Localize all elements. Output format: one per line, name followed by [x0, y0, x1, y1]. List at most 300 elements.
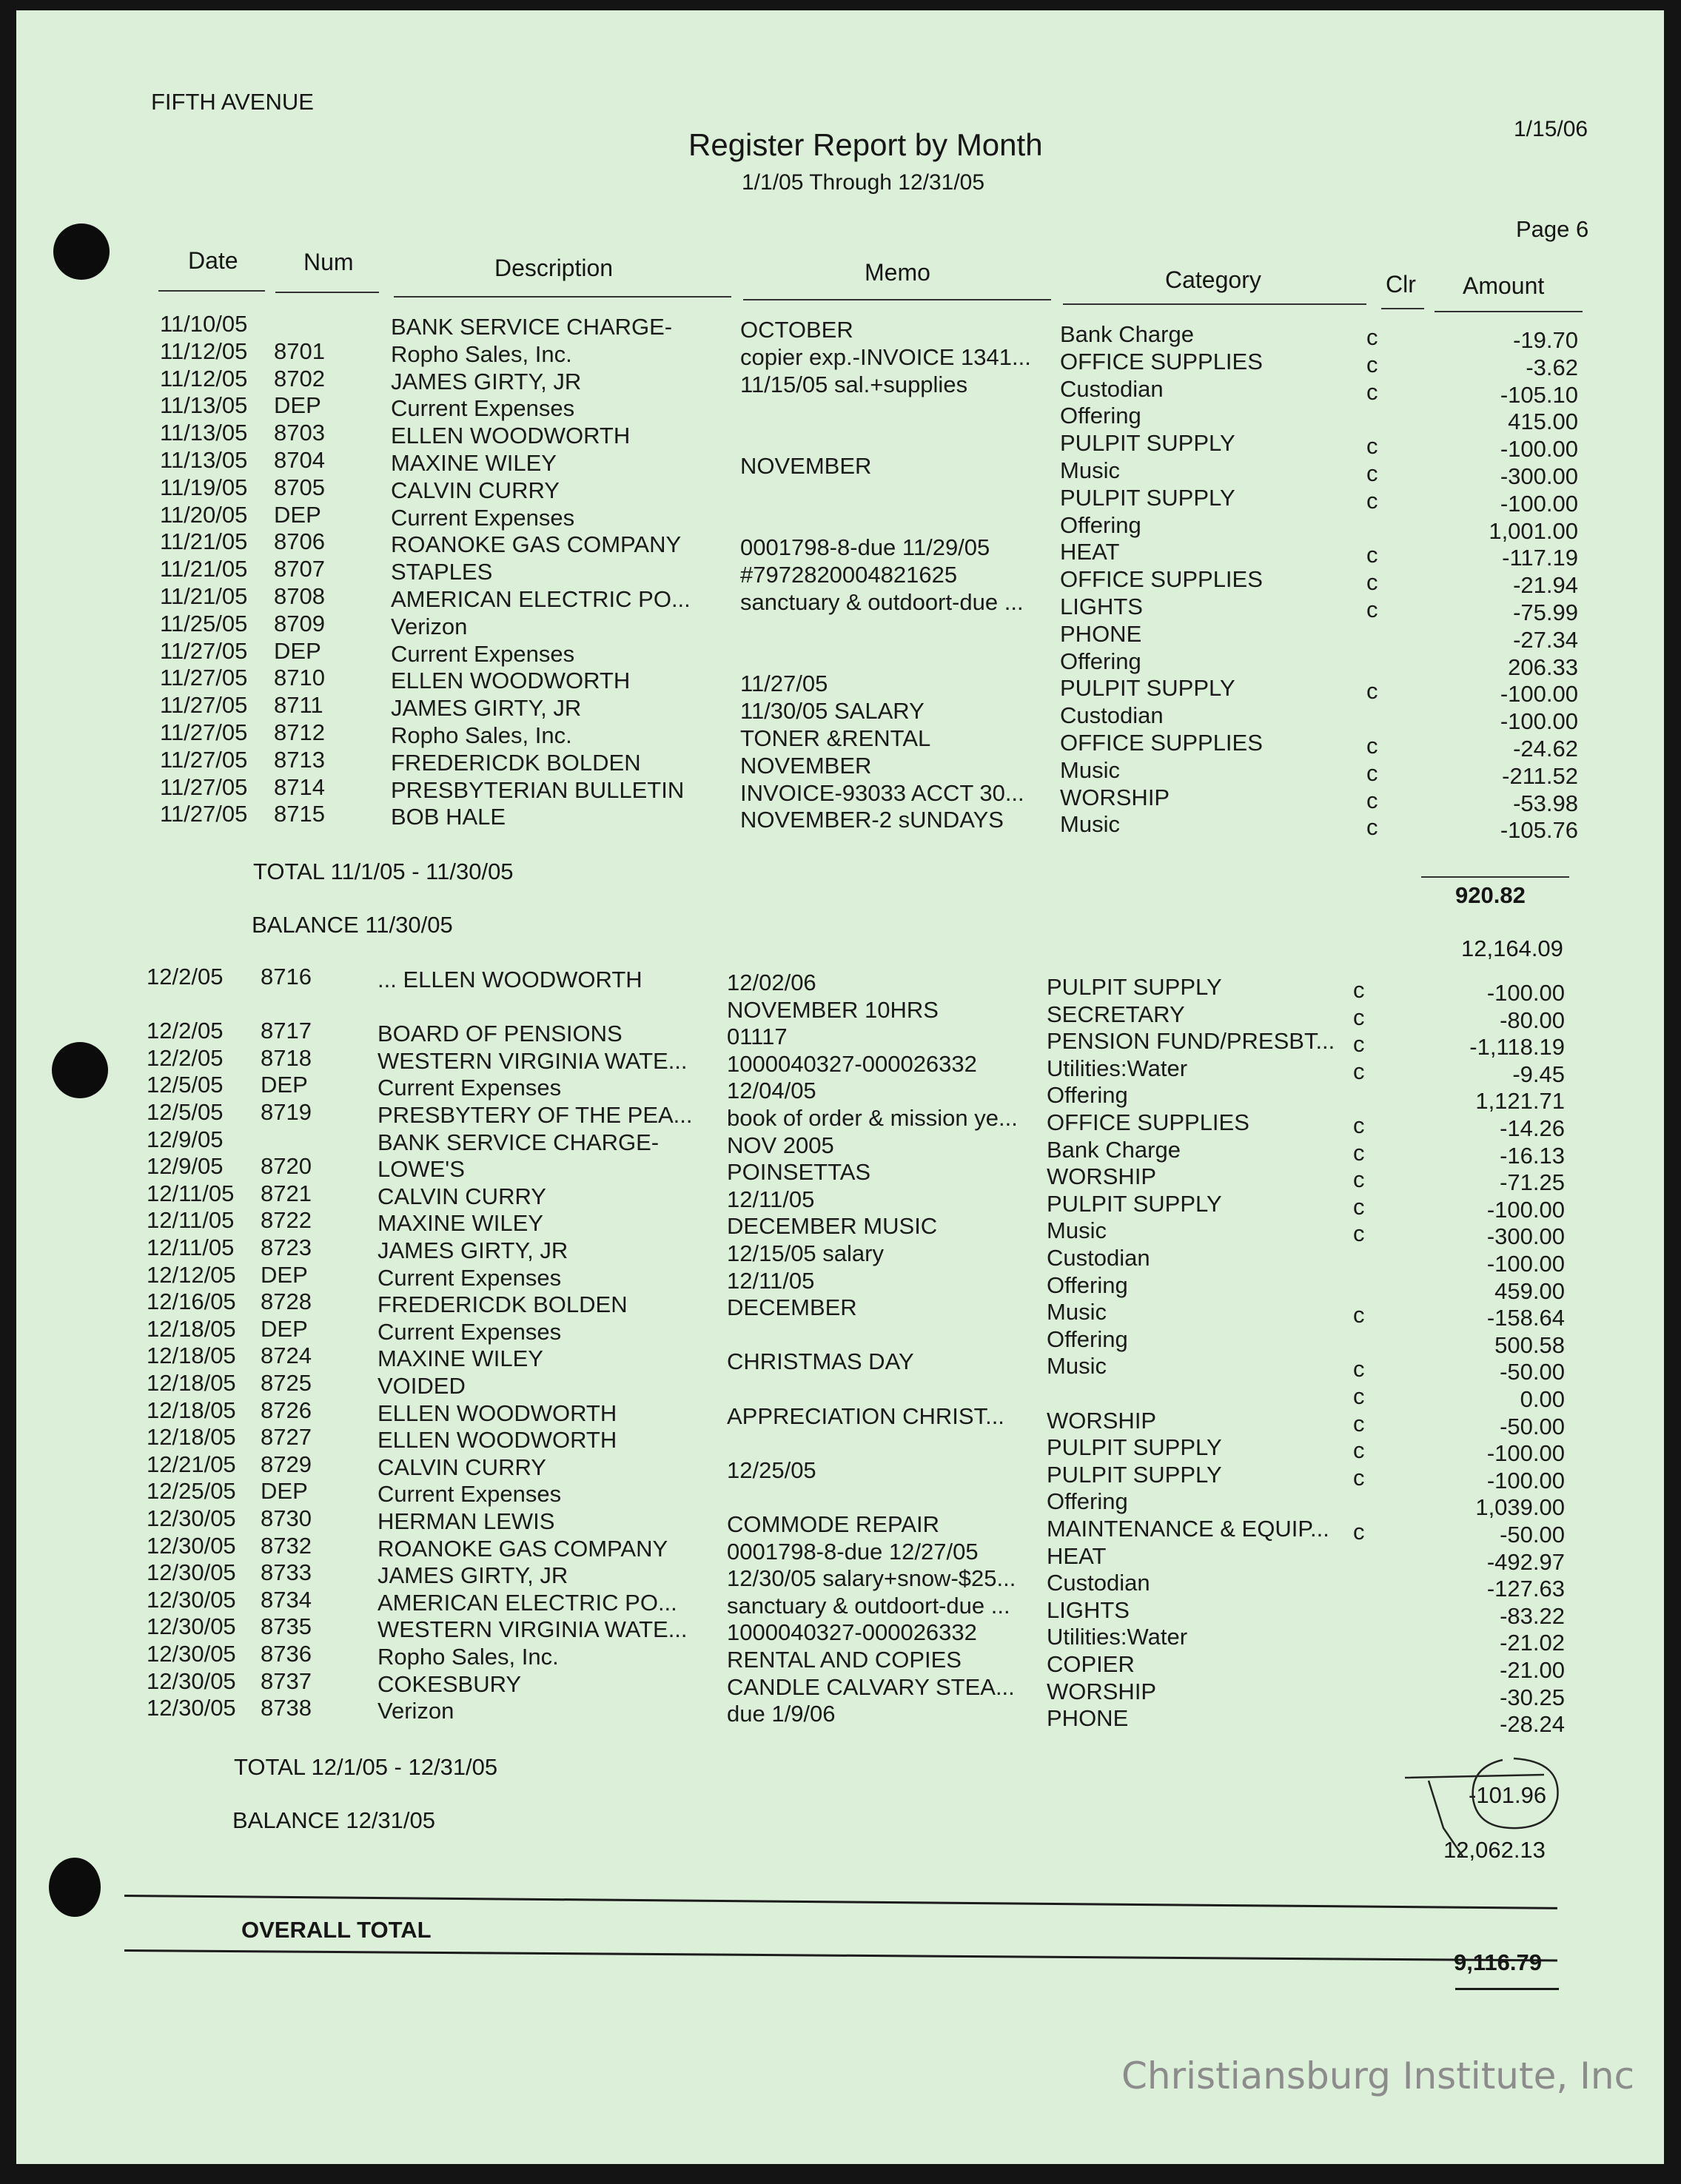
row-clr: c: [1353, 1031, 1365, 1058]
row-num: 8721: [261, 1180, 312, 1206]
row-num: 8725: [261, 1370, 312, 1396]
row-category: PHONE: [1047, 1705, 1129, 1732]
row-amount: -75.99: [1513, 599, 1578, 625]
row-memo: 12/02/06: [727, 970, 816, 995]
row-num: 8712: [274, 719, 325, 745]
row-amount: -71.25: [1500, 1169, 1565, 1196]
row-memo: 12/25/05: [727, 1456, 816, 1483]
row-amount: -127.63: [1486, 1576, 1565, 1602]
row-num: 8722: [261, 1207, 312, 1234]
row-memo: 0001798-8-due 11/29/05: [740, 534, 990, 561]
col-clr: Clr: [1386, 271, 1416, 298]
row-clr: c: [1366, 324, 1378, 350]
row-description: Current Expenses: [378, 1318, 562, 1345]
row-memo: CHRISTMAS DAY: [727, 1348, 914, 1375]
row-category: Offering: [1047, 1488, 1128, 1515]
row-num: DEP: [274, 637, 321, 664]
row-category: Custodian: [1060, 375, 1164, 402]
row-description: BOB HALE: [391, 804, 506, 830]
row-amount: -21.00: [1500, 1657, 1565, 1683]
col-date: Date: [188, 247, 238, 274]
row-date: 11/27/05: [160, 773, 248, 800]
row-date: 12/18/05: [147, 1343, 236, 1369]
row-amount: -50.00: [1500, 1522, 1565, 1548]
row-clr: c: [1353, 1464, 1365, 1491]
row-category: WORSHIP: [1047, 1407, 1157, 1434]
row-amount: -117.19: [1502, 545, 1578, 571]
row-description: STAPLES: [391, 559, 493, 585]
row-date: 12/25/05: [147, 1478, 236, 1505]
row-num: 8734: [261, 1586, 312, 1613]
row-amount: -19.70: [1513, 327, 1578, 353]
total-nov-amount: 920.82: [1455, 882, 1526, 908]
report-title: Register Report by Month: [688, 127, 1043, 162]
row-category: COPIER: [1047, 1651, 1135, 1677]
row-amount: -100.00: [1486, 1467, 1565, 1493]
row-memo: sanctuary & outdoort-due ...: [740, 589, 1024, 615]
row-memo: 12/15/05 salary: [727, 1240, 884, 1266]
row-num: DEP: [261, 1478, 308, 1505]
row-description: LOWE'S: [378, 1156, 465, 1183]
row-amount: -50.00: [1500, 1413, 1565, 1439]
row-memo: NOV 2005: [727, 1132, 834, 1158]
row-amount: 206.33: [1508, 653, 1578, 680]
row-memo: copier exp.-INVOICE 1341...: [740, 343, 1031, 370]
row-date: 12/30/05: [147, 1559, 236, 1586]
row-category: Offering: [1047, 1271, 1128, 1298]
row-description: Current Expenses: [378, 1264, 562, 1291]
row-description: Ropho Sales, Inc.: [391, 722, 572, 748]
row-category: Music: [1060, 756, 1120, 783]
row-description: HERMAN LEWIS: [378, 1508, 555, 1534]
row-date: 12/18/05: [147, 1315, 236, 1342]
row-memo: NOVEMBER-2 sUNDAYS: [740, 807, 1004, 833]
row-description: MAXINE WILEY: [391, 450, 557, 476]
row-date: 12/11/05: [147, 1180, 235, 1206]
overall-total-label: OVERALL TOTAL: [241, 1917, 432, 1943]
row-num: 8737: [261, 1667, 312, 1694]
row-memo: TONER &RENTAL: [740, 725, 931, 751]
row-description: COKESBURY: [378, 1670, 522, 1697]
row-num: DEP: [261, 1315, 308, 1342]
row-num: 8733: [261, 1559, 312, 1586]
row-num: 8717: [261, 1018, 312, 1044]
row-clr: c: [1366, 433, 1378, 460]
row-clr: c: [1353, 977, 1365, 1003]
row-description: CALVIN CURRY: [378, 1183, 546, 1209]
row-date: 12/5/05: [147, 1099, 224, 1125]
row-amount: -158.64: [1486, 1305, 1565, 1331]
row-memo: OCTOBER: [740, 317, 853, 343]
row-clr: c: [1366, 759, 1378, 786]
row-category: Custodian: [1060, 702, 1164, 729]
row-clr: c: [1366, 569, 1378, 596]
row-num: 8714: [274, 773, 325, 800]
row-num: 8702: [274, 365, 325, 392]
row-num: 8728: [261, 1288, 312, 1315]
row-amount: 1,121.71: [1475, 1088, 1565, 1115]
row-date: 12/30/05: [147, 1505, 236, 1531]
row-date: 12/30/05: [147, 1667, 236, 1694]
row-clr: c: [1353, 1058, 1365, 1084]
col-category: Category: [1165, 266, 1261, 293]
row-clr: c: [1366, 487, 1378, 514]
row-amount: 1,039.00: [1475, 1494, 1565, 1521]
row-description: WESTERN VIRGINIA WATE...: [378, 1047, 688, 1074]
row-date: 11/10/05: [160, 311, 248, 337]
row-num: DEP: [261, 1072, 308, 1098]
row-date: 11/13/05: [160, 420, 248, 446]
row-num: 8703: [274, 420, 325, 446]
row-memo: #7972820004821625: [740, 562, 958, 588]
row-amount: -21.02: [1500, 1630, 1565, 1656]
row-date: 12/18/05: [147, 1424, 236, 1451]
row-date: 12/18/05: [147, 1397, 236, 1423]
row-category: LIGHTS: [1047, 1596, 1130, 1623]
row-date: 11/27/05: [160, 665, 248, 691]
row-num: 8716: [261, 964, 312, 989]
row-amount: 415.00: [1508, 409, 1578, 435]
row-amount: 459.00: [1494, 1277, 1565, 1304]
row-description: JAMES GIRTY, JR: [391, 695, 582, 722]
row-category: OFFICE SUPPLIES: [1047, 1109, 1249, 1135]
row-category: PULPIT SUPPLY: [1060, 430, 1235, 457]
row-num: 8724: [261, 1343, 312, 1369]
row-clr: c: [1366, 351, 1378, 377]
total-nov-label: TOTAL 11/1/05 - 11/30/05: [253, 859, 514, 884]
row-description: Verizon: [378, 1698, 454, 1724]
row-memo: 0001798-8-due 12/27/05: [727, 1538, 979, 1565]
row-description: Ropho Sales, Inc.: [391, 340, 572, 367]
row-date: 11/25/05: [160, 610, 248, 636]
row-date: 12/2/05: [147, 1044, 224, 1071]
col-num: Num: [303, 249, 354, 275]
row-category: Offering: [1047, 1325, 1128, 1352]
row-date: 11/12/05: [160, 365, 248, 392]
row-category: SECRETARY: [1047, 1001, 1185, 1027]
hand-drawn-circle: [1473, 1758, 1558, 1828]
row-date: 12/9/05: [147, 1126, 224, 1152]
row-clr: c: [1353, 1166, 1365, 1193]
row-amount: -1,118.19: [1469, 1034, 1565, 1061]
row-category: OFFICE SUPPLIES: [1060, 566, 1263, 593]
row-amount: -105.10: [1500, 381, 1578, 408]
row-amount: -50.00: [1500, 1359, 1565, 1385]
row-description: ... ELLEN WOODWORTH: [378, 967, 642, 992]
row-amount: -211.52: [1502, 762, 1578, 789]
row-num: 8709: [274, 610, 325, 636]
col-description: Description: [494, 255, 614, 281]
total-dec-label: TOTAL 12/1/05 - 12/31/05: [234, 1754, 498, 1780]
row-date: 11/12/05: [160, 337, 248, 364]
row-clr: c: [1353, 1437, 1365, 1464]
date-range: 1/1/05 Through 12/31/05: [742, 170, 985, 195]
row-num: 8705: [274, 474, 325, 500]
row-clr: c: [1353, 1302, 1365, 1328]
row-amount: -100.00: [1500, 708, 1578, 735]
row-clr: c: [1366, 787, 1378, 813]
row-amount: -80.00: [1500, 1007, 1565, 1033]
row-category: WORSHIP: [1047, 1678, 1157, 1704]
row-memo: NOVEMBER: [740, 752, 872, 779]
row-category: HEAT: [1060, 539, 1120, 565]
row-memo: POINSETTAS: [727, 1159, 871, 1186]
row-category: PULPIT SUPPLY: [1060, 675, 1235, 702]
row-category: PENSION FUND/PRESBT...: [1047, 1028, 1335, 1055]
row-clr: c: [1353, 1383, 1365, 1409]
row-description: BOARD OF PENSIONS: [378, 1021, 623, 1047]
row-amount: -100.00: [1486, 1196, 1565, 1223]
row-category: Music: [1047, 1217, 1107, 1244]
row-date: 12/2/05: [147, 964, 224, 989]
row-category: Music: [1047, 1299, 1107, 1325]
row-description: ELLEN WOODWORTH: [378, 1427, 617, 1454]
overall-rule-double: [1455, 1988, 1559, 1990]
row-category: PULPIT SUPPLY: [1060, 484, 1235, 511]
overall-total-amount: 9,116.79: [1454, 1949, 1542, 1975]
row-memo: 12/11/05: [727, 1186, 815, 1212]
row-description: AMERICAN ELECTRIC PO...: [391, 586, 691, 612]
row-date: 12/30/05: [147, 1613, 236, 1640]
row-clr: c: [1366, 542, 1378, 568]
row-description: Current Expenses: [391, 504, 575, 531]
row-description: JAMES GIRTY, JR: [378, 1237, 568, 1263]
row-date: 12/12/05: [147, 1261, 236, 1288]
row-num: 8704: [274, 447, 325, 473]
row-description: JAMES GIRTY, JR: [391, 368, 582, 394]
page-number: Page 6: [1516, 216, 1589, 242]
row-num: DEP: [261, 1261, 308, 1288]
row-num: 8707: [274, 556, 325, 582]
row-description: JAMES GIRTY, JR: [378, 1562, 568, 1589]
org-name: FIFTH AVENUE: [151, 89, 314, 115]
row-date: 11/21/05: [160, 528, 248, 555]
row-category: Custodian: [1047, 1245, 1150, 1271]
row-date: 11/13/05: [160, 392, 248, 419]
row-memo: COMMODE REPAIR: [727, 1511, 940, 1537]
row-amount: 0.00: [1520, 1386, 1565, 1412]
balance-dec-amount: 12,062.13: [1443, 1837, 1546, 1863]
row-date: 12/18/05: [147, 1370, 236, 1396]
row-category: WORSHIP: [1060, 784, 1170, 810]
row-description: Current Expenses: [391, 395, 575, 422]
row-category: PULPIT SUPPLY: [1047, 974, 1222, 1000]
row-amount: -100.00: [1500, 490, 1578, 517]
row-description: ROANOKE GAS COMPANY: [391, 531, 682, 558]
row-memo: 12/30/05 salary+snow-$25...: [727, 1565, 1016, 1592]
row-category: OFFICE SUPPLIES: [1060, 730, 1263, 756]
row-date: 12/11/05: [147, 1207, 235, 1234]
row-clr: c: [1366, 597, 1378, 622]
hand-drawn-tick: [1405, 1775, 1547, 1856]
row-category: Offering: [1060, 511, 1141, 538]
row-amount: -53.98: [1513, 790, 1578, 816]
row-memo: 11/15/05 sal.+supplies: [740, 371, 968, 397]
row-clr: c: [1366, 814, 1378, 841]
row-date: 12/21/05: [147, 1451, 236, 1477]
row-clr: c: [1353, 1220, 1365, 1247]
row-num: 8723: [261, 1234, 312, 1260]
row-clr: c: [1353, 1004, 1365, 1030]
row-num: 8726: [261, 1397, 312, 1423]
row-category: HEAT: [1047, 1542, 1107, 1569]
row-memo: book of order & mission ye...: [727, 1105, 1018, 1131]
row-description: MAXINE WILEY: [378, 1345, 543, 1372]
row-date: 12/30/05: [147, 1586, 236, 1613]
row-memo: due 1/9/06: [727, 1701, 836, 1727]
row-date: 12/30/05: [147, 1641, 236, 1667]
row-memo: 01117: [727, 1024, 788, 1050]
row-amount: -100.00: [1500, 681, 1578, 708]
row-date: 11/27/05: [160, 637, 248, 664]
row-amount: -100.00: [1500, 436, 1578, 463]
row-num: 8730: [261, 1505, 312, 1531]
row-description: AMERICAN ELECTRIC PO...: [378, 1589, 677, 1616]
row-description: Current Expenses: [378, 1075, 562, 1101]
row-date: 11/19/05: [160, 474, 248, 500]
row-num: 8735: [261, 1613, 312, 1640]
row-memo: 1000040327-000026332: [727, 1619, 977, 1646]
row-category: MAINTENANCE & EQUIP...: [1047, 1516, 1329, 1542]
row-category: Offering: [1060, 403, 1141, 429]
row-clr: c: [1366, 460, 1378, 486]
row-description: ROANOKE GAS COMPANY: [378, 1535, 668, 1562]
row-amount: -300.00: [1486, 1223, 1565, 1250]
row-description: ELLEN WOODWORTH: [378, 1400, 617, 1426]
row-amount: -300.00: [1500, 463, 1578, 489]
row-category: Offering: [1047, 1082, 1128, 1109]
row-num: 8719: [261, 1099, 312, 1125]
row-amount: -24.62: [1513, 736, 1578, 762]
row-amount: -28.24: [1500, 1711, 1565, 1738]
row-category: PULPIT SUPPLY: [1047, 1190, 1222, 1217]
row-num: 8715: [274, 801, 325, 827]
col-memo: Memo: [865, 259, 930, 286]
row-date: 11/21/05: [160, 583, 248, 609]
row-category: OFFICE SUPPLIES: [1060, 348, 1263, 374]
row-amount: -105.76: [1500, 817, 1578, 844]
row-amount: -16.13: [1500, 1142, 1565, 1169]
row-memo: APPRECIATION CHRIST...: [727, 1402, 1004, 1429]
row-description: CALVIN CURRY: [378, 1454, 546, 1480]
row-category: Bank Charge: [1047, 1136, 1181, 1163]
row-amount: -100.00: [1486, 980, 1565, 1006]
balance-nov-label: BALANCE 11/30/05: [252, 912, 453, 938]
row-amount: -27.34: [1513, 626, 1578, 653]
balance-dec-label: BALANCE 12/31/05: [232, 1807, 436, 1833]
row-description: BANK SERVICE CHARGE-: [391, 314, 673, 340]
row-memo: DECEMBER MUSIC: [727, 1213, 938, 1240]
row-date: 11/27/05: [160, 692, 248, 719]
row-date: 11/27/05: [160, 801, 248, 827]
col-amount: Amount: [1463, 272, 1545, 299]
row-description: FREDERICDK BOLDEN: [391, 749, 641, 776]
row-memo: RENTAL AND COPIES: [727, 1647, 962, 1673]
row-category: Offering: [1060, 648, 1141, 674]
row-memo: 11/27/05: [740, 671, 828, 697]
row-category: WORSHIP: [1047, 1163, 1157, 1190]
row-clr: c: [1353, 1139, 1365, 1166]
row-memo: sanctuary & outdoort-due ...: [727, 1592, 1010, 1619]
row-category: Utilities:Water: [1047, 1624, 1188, 1650]
row-num: 8727: [261, 1424, 312, 1451]
row-date: 12/11/05: [147, 1234, 235, 1260]
row-num: DEP: [274, 392, 321, 419]
row-description: PRESBYTERIAN BULLETIN: [391, 776, 685, 803]
row-amount: 1,001.00: [1489, 517, 1578, 544]
row-num: 8706: [274, 528, 325, 555]
row-amount: -21.94: [1513, 572, 1578, 599]
row-date: 12/30/05: [147, 1532, 236, 1559]
row-category: PULPIT SUPPLY: [1047, 1434, 1222, 1461]
row-description: PRESBYTERY OF THE PEA...: [378, 1102, 693, 1128]
watermark: Christiansburg Institute, Inc: [1121, 2054, 1635, 2097]
row-date: 11/20/05: [160, 501, 248, 528]
row-num: 8718: [261, 1044, 312, 1071]
row-clr: c: [1353, 1410, 1365, 1437]
row-date: 12/30/05: [147, 1695, 236, 1721]
row-num: 8713: [274, 746, 325, 773]
row-description: FREDERICDK BOLDEN: [378, 1291, 628, 1318]
row-num: 8729: [261, 1451, 312, 1477]
row-amount: -30.25: [1500, 1684, 1565, 1710]
row-num: 8711: [274, 692, 323, 719]
row-amount: 500.58: [1494, 1331, 1565, 1358]
row-date: 11/21/05: [160, 556, 248, 582]
print-date: 1/15/06: [1514, 117, 1588, 141]
row-description: CALVIN CURRY: [391, 477, 560, 503]
row-date: 11/27/05: [160, 746, 248, 773]
row-description: VOIDED: [378, 1373, 466, 1399]
row-num: 8710: [274, 665, 325, 691]
row-date: 11/27/05: [160, 719, 248, 745]
row-clr: c: [1366, 678, 1378, 705]
row-amount: -3.62: [1526, 354, 1578, 380]
row-amount: -100.00: [1486, 1251, 1565, 1277]
row-category: Music: [1060, 811, 1120, 838]
row-date: 12/16/05: [147, 1288, 236, 1315]
row-description: BANK SERVICE CHARGE-: [378, 1129, 660, 1155]
row-memo: NOVEMBER: [740, 453, 872, 479]
row-category: PHONE: [1060, 620, 1142, 647]
row-description: Current Expenses: [378, 1481, 562, 1508]
row-memo: NOVEMBER 10HRS: [727, 996, 939, 1023]
row-memo: 12/11/05: [727, 1267, 815, 1294]
row-description: MAXINE WILEY: [378, 1210, 543, 1237]
row-memo: 11/30/05 SALARY: [740, 698, 925, 725]
row-num: DEP: [274, 501, 321, 528]
row-date: 12/9/05: [147, 1153, 224, 1180]
row-num: 8736: [261, 1641, 312, 1667]
row-amount: -83.22: [1500, 1602, 1565, 1629]
row-category: Music: [1047, 1353, 1107, 1380]
row-category: LIGHTS: [1060, 594, 1143, 619]
row-amount: -14.26: [1500, 1115, 1565, 1141]
row-description: Verizon: [391, 613, 468, 639]
row-num: 8720: [261, 1153, 312, 1180]
row-category: Music: [1060, 457, 1120, 483]
row-category: Bank Charge: [1060, 321, 1194, 347]
row-num: 8708: [274, 583, 325, 609]
row-clr: c: [1366, 378, 1378, 405]
row-clr: c: [1353, 1193, 1365, 1220]
row-description: WESTERN VIRGINIA WATE...: [378, 1616, 688, 1643]
row-clr: c: [1353, 1356, 1365, 1382]
row-num: 8732: [261, 1532, 312, 1559]
row-amount: -492.97: [1486, 1548, 1565, 1575]
row-date: 12/2/05: [147, 1018, 224, 1044]
row-description: ELLEN WOODWORTH: [391, 668, 631, 694]
